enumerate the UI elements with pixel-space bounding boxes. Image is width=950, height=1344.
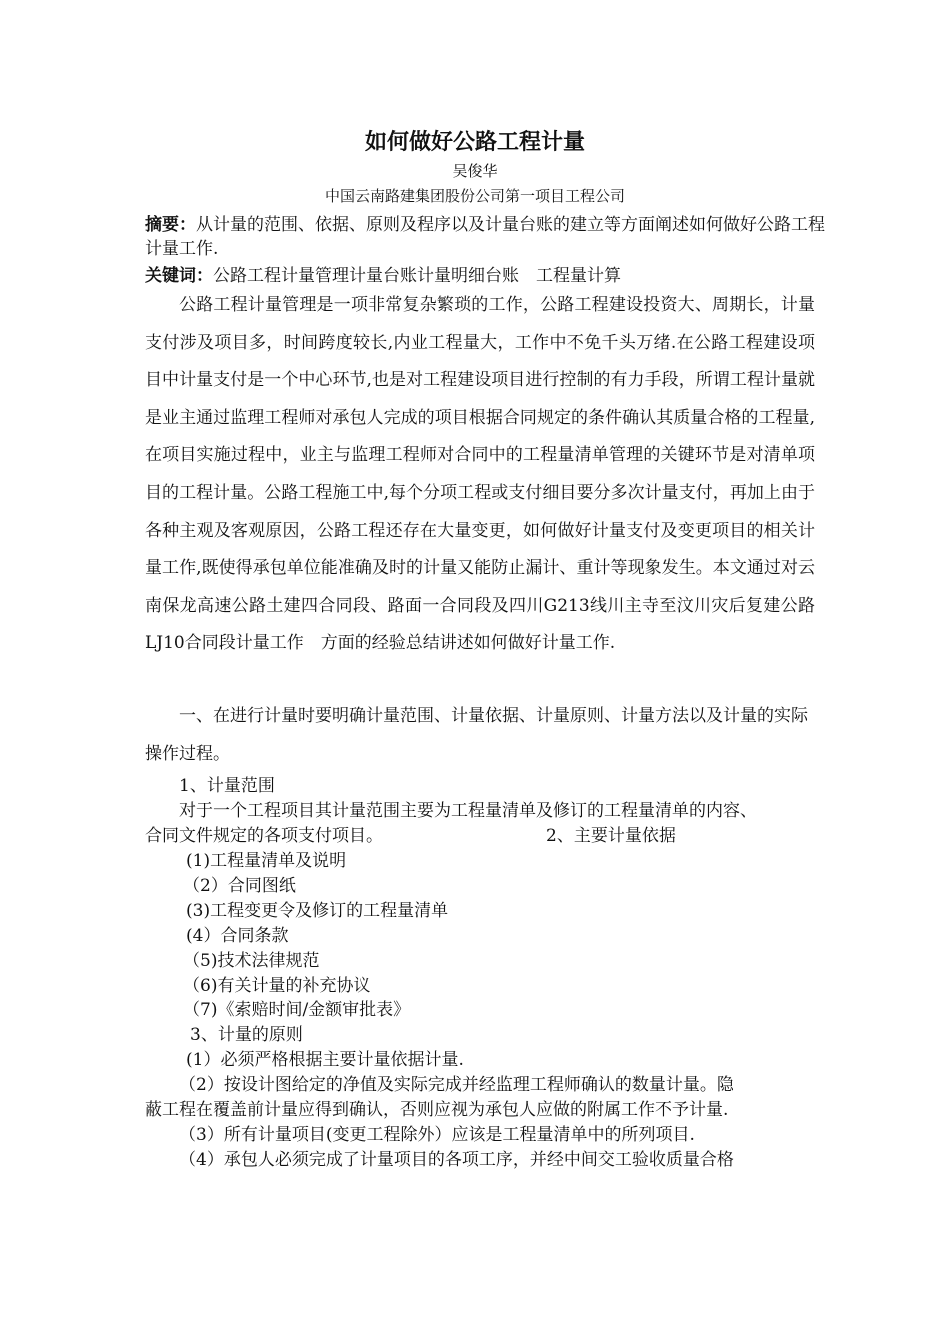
abstract-text: 从计量的范围、依据、原则及程序以及计量台账的建立等方面阐述如何做好公路工程计量工作. bbox=[145, 215, 825, 259]
basis-item: (1)工程量清单及说明 bbox=[186, 851, 347, 871]
subsection-1-text-line-2: 合同文件规定的各项支付项目。 bbox=[145, 826, 383, 846]
author-name: 吴俊华 bbox=[452, 162, 498, 180]
basis-item: （5)技术法律规范 bbox=[183, 951, 320, 971]
principle-2-line-2: 蔽工程在覆盖前计量应得到确认，否则应视为承包人应做的附属工作不予计量. bbox=[145, 1100, 729, 1120]
principle-4: （4）承包人必须完成了计量项目的各项工序，并经中间交工验收质量合格 bbox=[179, 1150, 734, 1170]
principle-1: (1）必须严格根据主要计量依据计量. bbox=[186, 1050, 464, 1070]
keywords-text: 公路工程计量管理计量台账计量明细台账 工程量计算 bbox=[213, 266, 621, 286]
subsection-1-heading: 1、计量范围 bbox=[179, 776, 275, 796]
abstract-label: 摘要： bbox=[145, 215, 196, 235]
basis-item: (4）合同条款 bbox=[186, 926, 289, 946]
subsection-3-heading: 3、计量的原则 bbox=[190, 1025, 303, 1045]
principle-2-line-1: （2）按设计图给定的净值及实际完成并经监理工程师确认的数量计量。隐 bbox=[179, 1075, 734, 1095]
basis-item: （7)《索赔时间/金额审批表》 bbox=[183, 1000, 411, 1020]
abstract bbox=[145, 213, 830, 261]
principle-3: （3）所有计量项目(变更工程除外）应该是工程量清单中的所列项目. bbox=[179, 1125, 695, 1145]
author-affiliation: 中国云南路建集团股份公司第一项目工程公司 bbox=[324, 187, 625, 205]
subsection-1-text-line-1: 对于一个工程项目其计量范围主要为工程量清单及修订的工程量清单的内容、 bbox=[179, 801, 757, 821]
section-1-heading: 一、在进行计量时要明确计量范围、计量依据、计量原则、计量方法以及计量的实际操作过程。 bbox=[145, 706, 808, 764]
keywords-label: 关键词： bbox=[145, 266, 213, 286]
keywords bbox=[145, 264, 830, 288]
intro-paragraph: 公路工程计量管理是一项非常复杂繁琐的工作，公路工程建设投资大、周期长，计量支付涉及项目多，时间跨度较长,内业工程量大，工作中不免千头万绪.在公路工程建设项目中计量支付是一个中心环节,也是对工程建设项目进行控制的有力手段，所谓工程计量就是业主通过监理工程师对承包人完成的项目根据合同规定的条件确认其质量合格的工程量,在项目实施过程中，业主与监理工程师对合同中的工程量清单管理的关键环节是对清单项目的工程计量。公路工程施工中,每个分项工程或支付细目要分多次计量支付，再加上由于各种主观及客观原因，公路工程还存在大量变更，如何做好计量支付及变更项目的相关计量工作,既使得承包单位能准确及时的计量又能防止漏计、重计等现象发生。本文通过对云南保龙高速公路土建四合同段、路面一合同段及四川G213线川主寺至汶川灾后复建公路LJ10合同段计量工作 方面的经验总结讲述如何做好计量工作. bbox=[145, 295, 815, 654]
basis-item: （2）合同图纸 bbox=[183, 876, 296, 896]
basis-item: （6)有关计量的补充协议 bbox=[183, 976, 371, 996]
document-title: 如何做好公路工程计量 bbox=[364, 130, 585, 155]
subsection-2-heading: 2、主要计量依据 bbox=[546, 826, 676, 846]
basis-item: (3)工程变更令及修订的工程量清单 bbox=[186, 901, 449, 921]
